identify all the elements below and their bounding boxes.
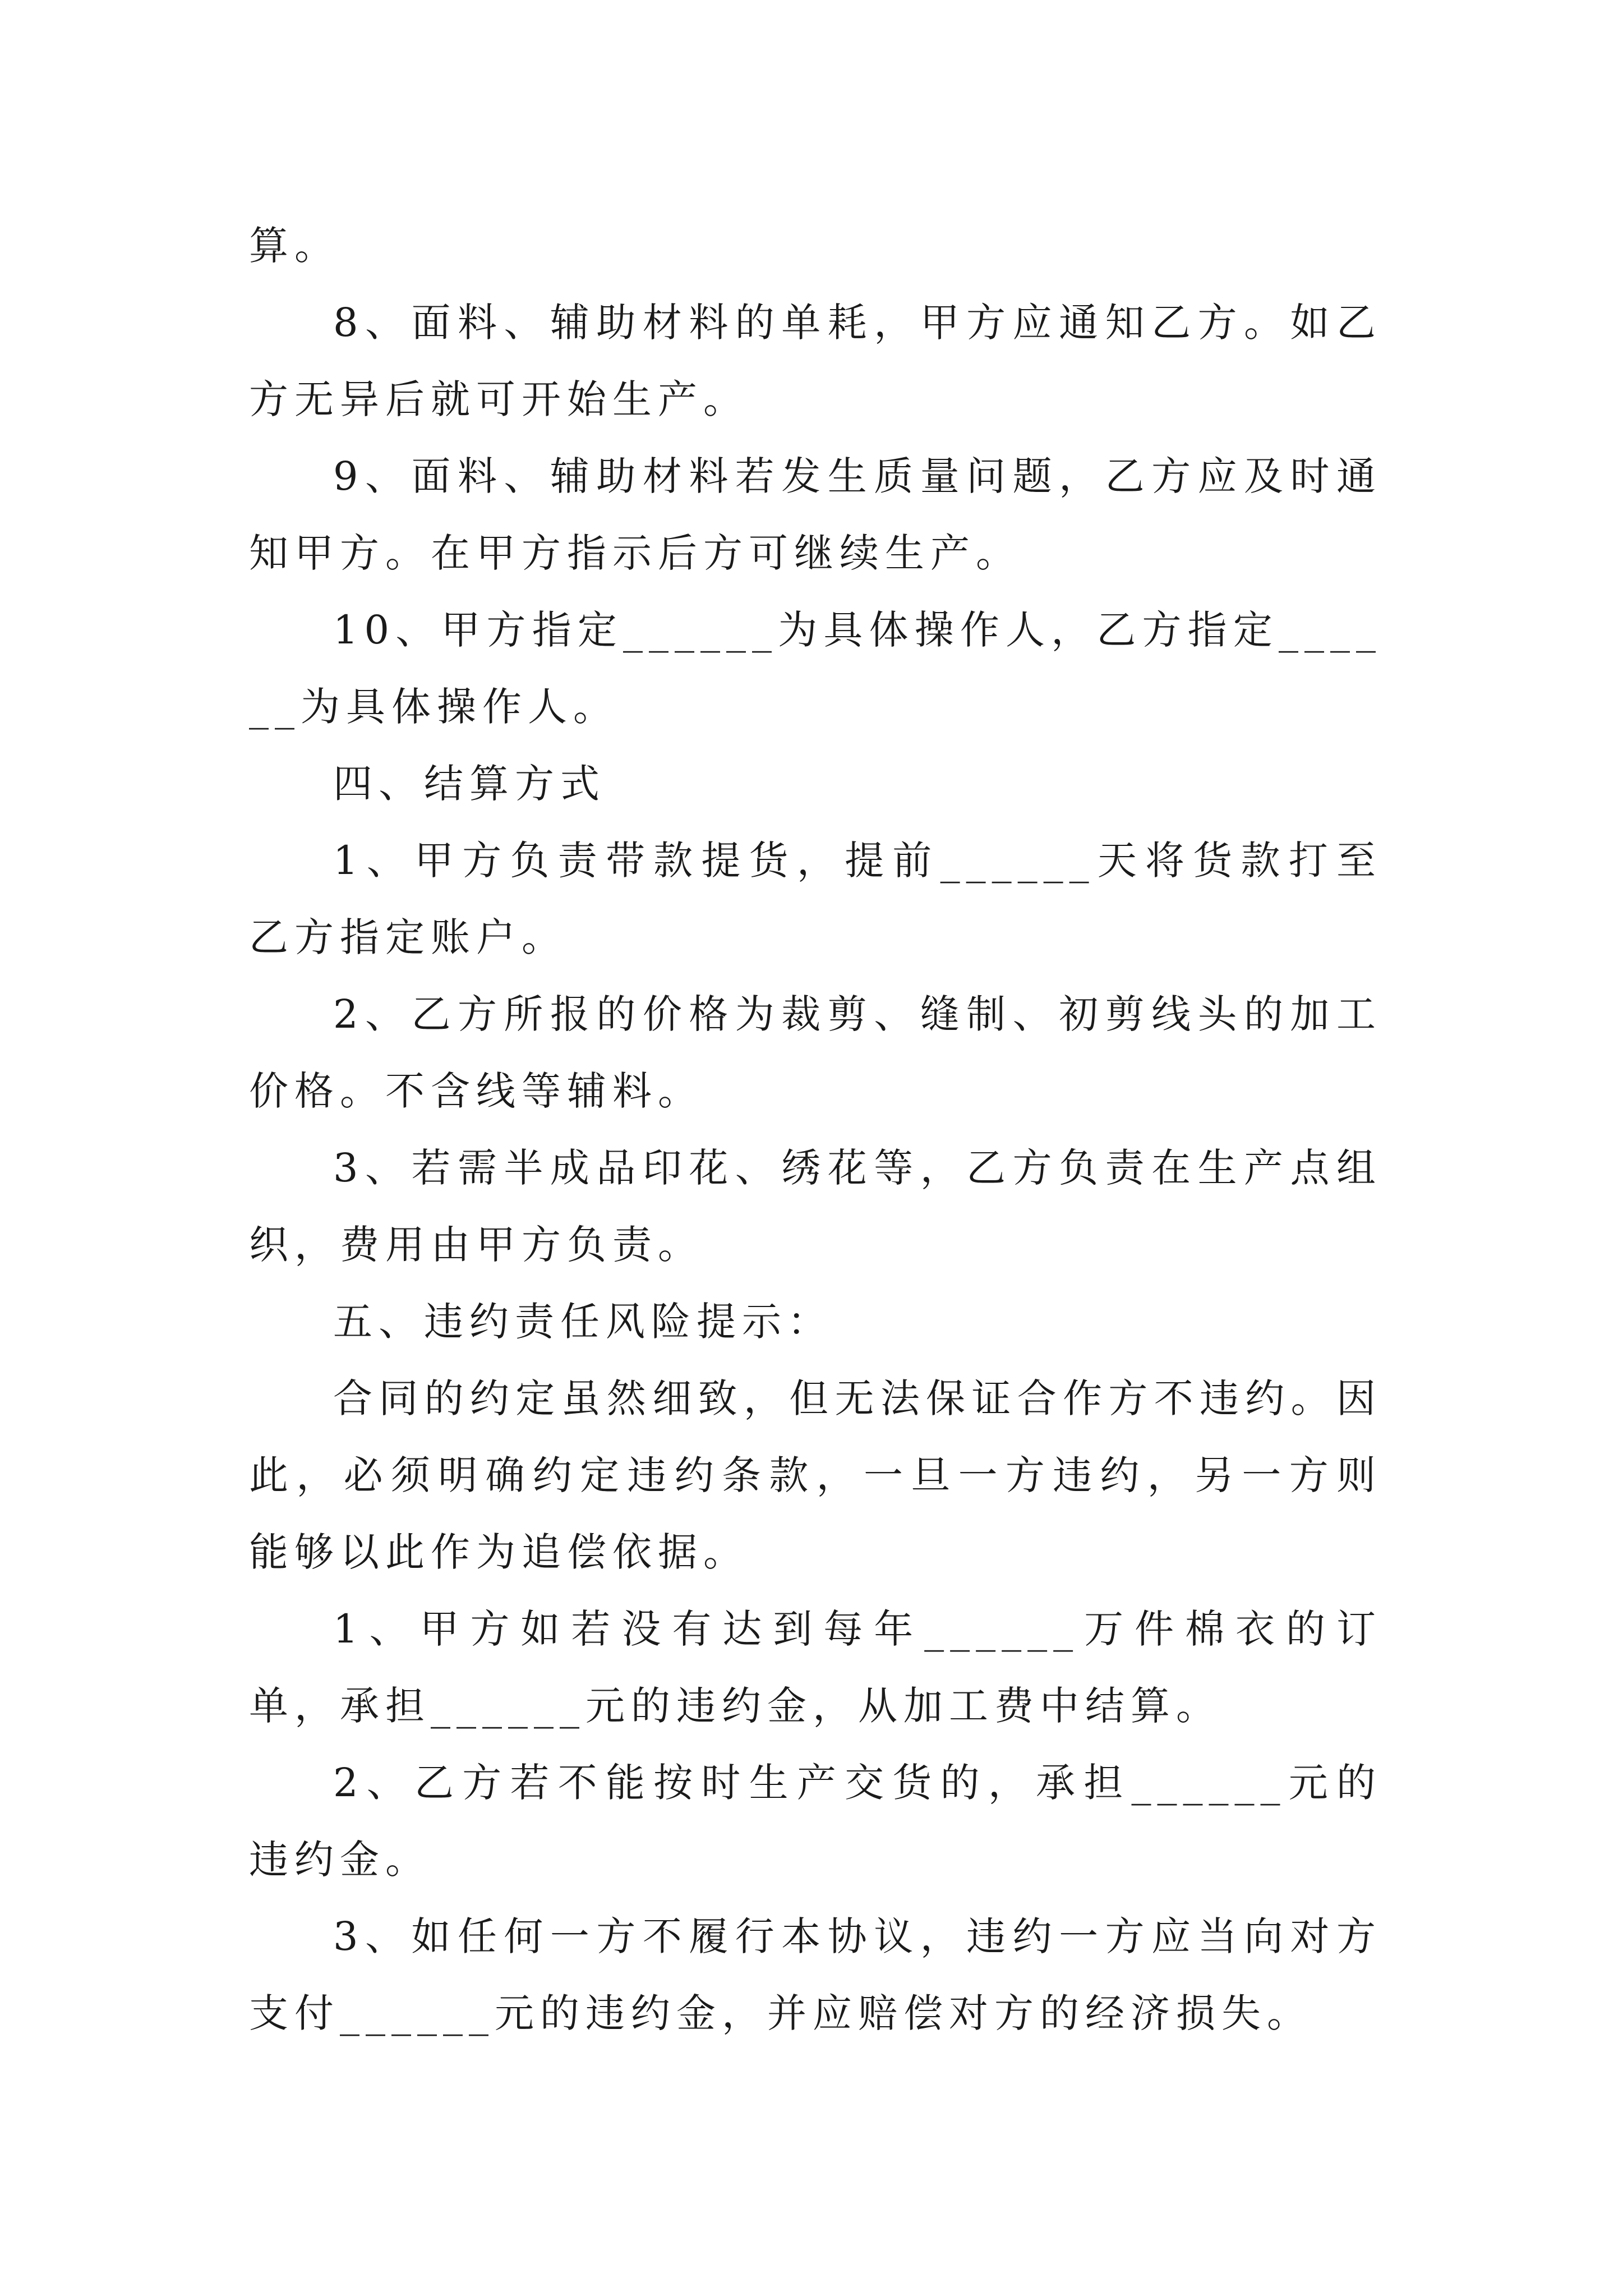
paragraph-liability-1: 1、甲方如若没有达到每年______万件棉衣的订单，承担______元的违约金，从加工费中结算。	[249, 1606, 1382, 1729]
paragraph-liability-intro: 合同的约定虽然细致，但无法保证合作方不违约。因此，必须明确约定违约条款，一旦一方违约，另一方则能够以此作为追偿依据。	[249, 1375, 1382, 1575]
paragraph-settlement-3: 3、若需半成品印花、绣花等，乙方负责在生产点组织，费用由甲方负责。	[249, 1145, 1382, 1268]
section-heading-liability: 五、违约责任风险提示：	[333, 1299, 833, 1345]
paragraph-liability-3: 3、如任何一方不履行本协议，违约一方应当向对方支付______元的违约金，并应赔偿对方的经济损失。	[249, 1913, 1382, 2036]
document-body	[249, 208, 1382, 2052]
paragraph-item-8: 8、面料、辅助材料的单耗，甲方应通知乙方。如乙方无异后就可开始生产。	[249, 300, 1382, 422]
section-heading-settlement: 四、结算方式	[333, 761, 606, 807]
paragraph-calc-end: 算。	[249, 223, 340, 269]
paragraph-item-10: 10、甲方指定______为具体操作人，乙方指定______为具体操作人。	[249, 607, 1382, 730]
paragraph-item-9: 9、面料、辅助材料若发生质量问题，乙方应及时通知甲方。在甲方指示后方可继续生产。	[249, 453, 1382, 576]
paragraph-settlement-1: 1、甲方负责带款提货，提前______天将货款打至乙方指定账户。	[249, 838, 1382, 960]
paragraph-settlement-2: 2、乙方所报的价格为裁剪、缝制、初剪线头的加工价格。不含线等辅料。	[249, 991, 1382, 1114]
paragraph-liability-2: 2、乙方若不能按时生产交货的，承担______元的违约金。	[249, 1760, 1382, 1883]
